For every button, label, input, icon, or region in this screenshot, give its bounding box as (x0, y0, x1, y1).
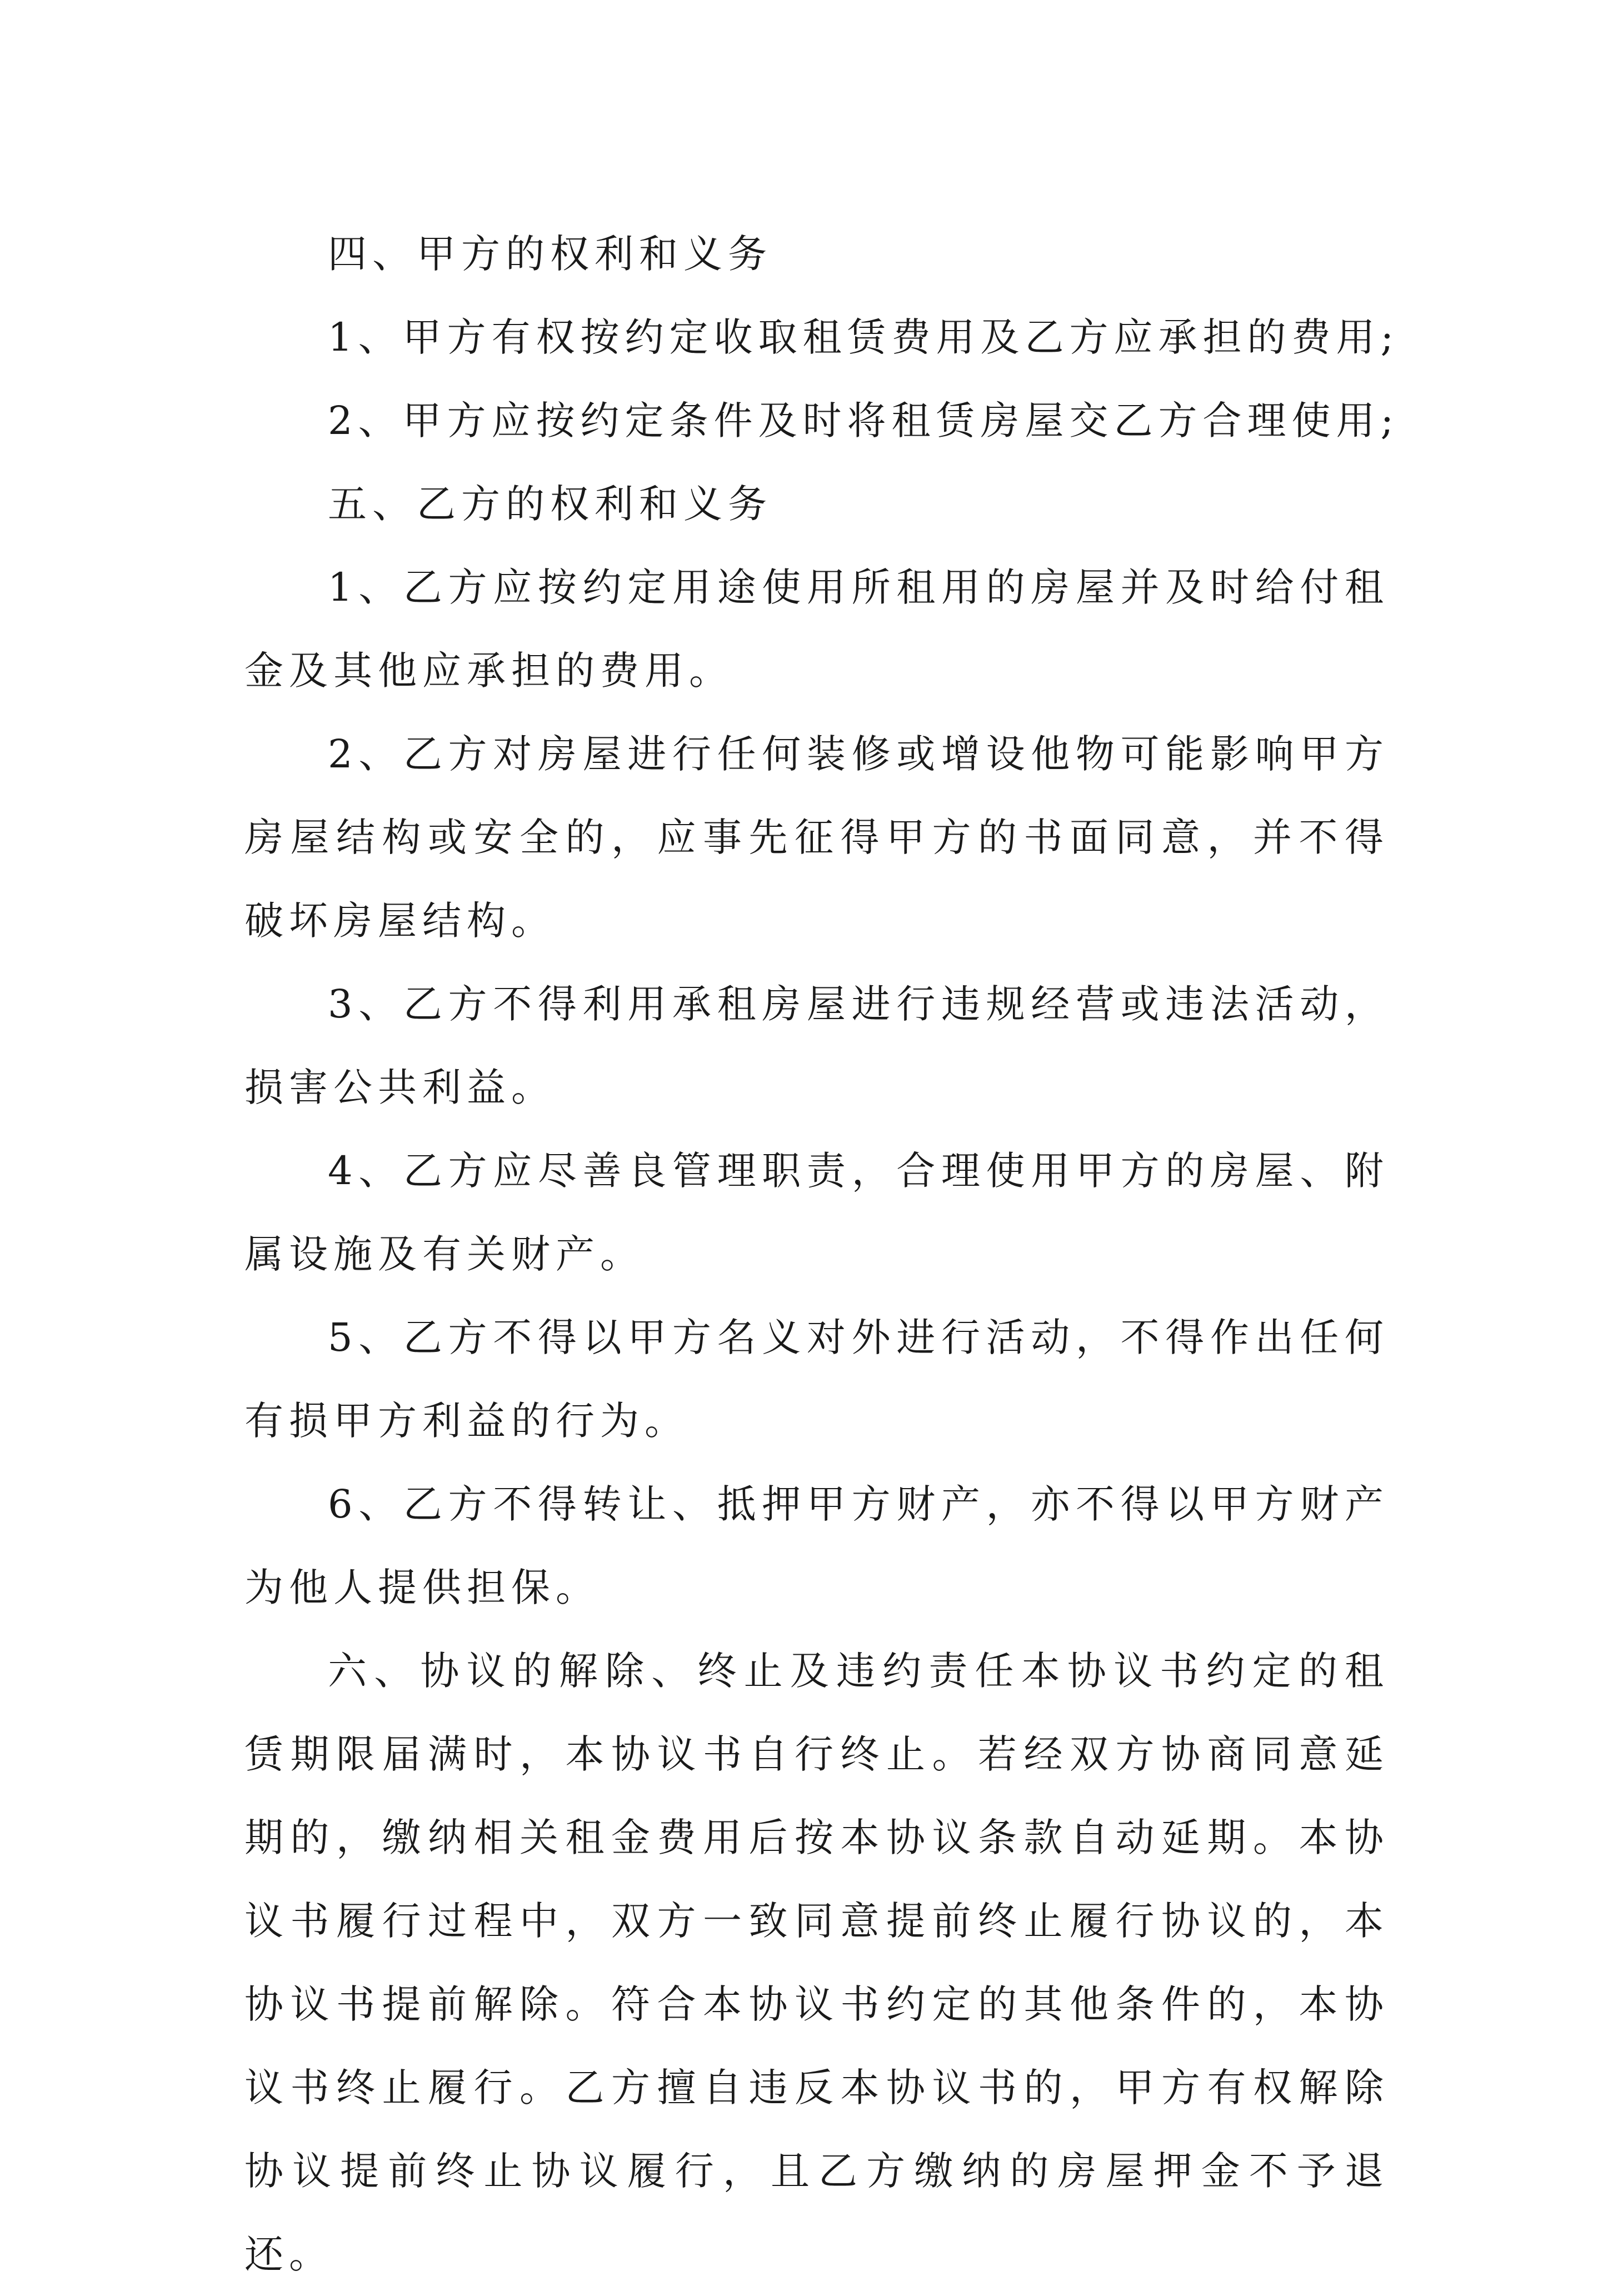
document-body (244, 212, 1400, 2296)
clause-b-4: 4、乙方应尽善良管理职责，合理使用甲方的房屋、附属设施及有关财产。 (244, 1148, 1389, 1277)
clause-a-2: 2、甲方应按约定条件及时将租赁房屋交乙方合理使用; (328, 398, 1400, 443)
section-heading-party-b-rights: 五、乙方的权利和义务 (328, 481, 772, 527)
clause-a-1: 1、甲方有权按约定收取租赁费用及乙方应承担的费用; (328, 315, 1400, 360)
clause-b-2: 2、乙方对房屋进行任何装修或增设他物可能影响甲方房屋结构或安全的，应事先征得甲方的书面同意，并不得破坏房屋结构。 (244, 731, 1389, 944)
clause-b-3: 3、乙方不得利用承租房屋进行违规经营或违法活动，损害公共利益。 (244, 981, 1389, 1110)
clause-b-5: 5、乙方不得以甲方名义对外进行活动，不得作出任何有损甲方利益的行为。 (244, 1315, 1389, 1444)
section-termination-and-liability: 六、协议的解除、终止及违约责任本协议书约定的租赁期限届满时，本协议书自行终止。若经双方协商同意延期的，缴纳相关租金费用后按本协议条款自动延期。本协议书履行过程中，双方一致同意提前终止履行协议的，本协议书提前解除。符合本协议书约定的其他条件的，本协议书终止履行。乙方擅自违反本协议书的，甲方有权解除协议提前终止协议履行，且乙方缴纳的房屋押金不予退还。 (244, 1648, 1389, 2277)
section-heading-party-a-rights: 四、甲方的权利和义务 (328, 231, 772, 277)
clause-b-6: 6、乙方不得转让、抵押甲方财产，亦不得以甲方财产为他人提供担保。 (244, 1481, 1389, 1610)
clause-b-1: 1、乙方应按约定用途使用所租用的房屋并及时给付租金及其他应承担的费用。 (244, 565, 1389, 693)
